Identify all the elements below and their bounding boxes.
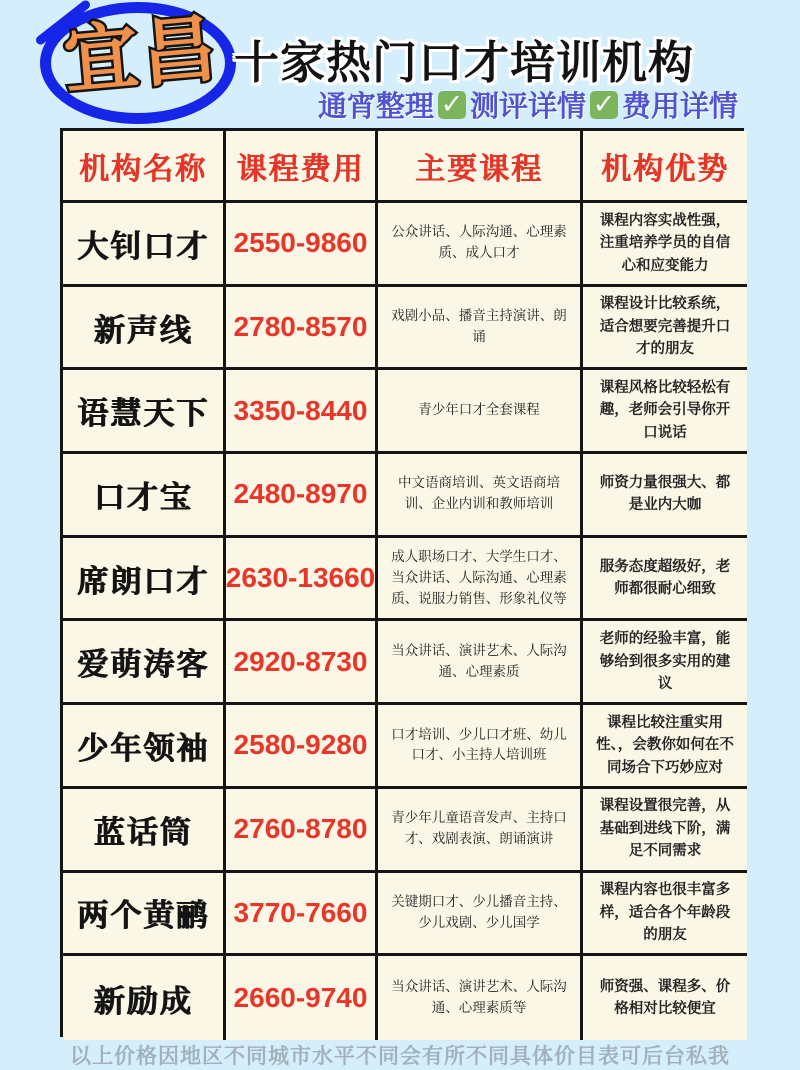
institution-advantage: 师资力量很强大、都是业内大咖 <box>583 454 747 538</box>
main-courses: 成人职场口才、大学生口才、当众讲话、人际沟通、心理素质、说服力销售、形象礼仪等 <box>378 538 583 622</box>
course-price: 2780-8570 <box>226 287 378 371</box>
institution-name: 蓝话筒 <box>63 789 226 873</box>
course-price: 2550-9860 <box>226 203 378 287</box>
course-price: 2630-13660 <box>226 538 378 622</box>
checkmark-icon: ✓ <box>590 91 618 119</box>
main-courses: 口才培训、少儿口才班、幼儿口才、小主持人培训班 <box>378 705 583 789</box>
institution-name: 口才宝 <box>63 454 226 538</box>
main-courses: 中文语商培训、英文语商培训、企业内训和教师培训 <box>378 454 583 538</box>
institution-advantage: 课程内容也很丰富多样，适合各个年龄段的朋友 <box>583 873 747 957</box>
institution-advantage: 课程设计比较系统，适合想要完善提升口才的朋友 <box>583 287 747 371</box>
course-price: 2660-9740 <box>226 956 378 1040</box>
institution-advantage: 课程内容实战性强，注重培养学员的自信心和应变能力 <box>583 203 747 287</box>
subtitle-part-3: 费用详情 <box>621 91 738 123</box>
main-courses: 青少年儿童语音发声、主持口才、戏剧表演、朗诵演讲 <box>378 789 583 873</box>
course-price: 3350-8440 <box>226 370 378 454</box>
course-price: 2760-8780 <box>226 789 378 873</box>
institutions-table <box>60 128 744 1037</box>
checkmark-icon: ✓ <box>438 91 466 119</box>
column-header-advantage: 机构优势 <box>583 131 747 203</box>
course-price: 2580-9280 <box>226 705 378 789</box>
institution-name: 爱萌涛客 <box>63 621 226 705</box>
course-price: 2920-8730 <box>226 621 378 705</box>
main-courses: 关键期口才、少儿播音主持、少儿戏剧、少儿国学 <box>378 873 583 957</box>
institution-name: 少年领袖 <box>63 705 226 789</box>
subtitle-part-2: 测评详情 <box>469 91 586 123</box>
institution-name: 新声线 <box>63 287 226 371</box>
course-price: 3770-7660 <box>226 873 378 957</box>
course-price: 2480-8970 <box>226 454 378 538</box>
page-title: 十家热门口才培训机构 <box>234 37 695 88</box>
institution-advantage: 课程风格比较轻松有趣，老师会引导你开口说话 <box>583 370 747 454</box>
footer-disclaimer: 以上价格因地区不同城市水平不同会有所不同具体价目表可后台私我 <box>70 1045 730 1068</box>
institution-advantage: 老师的经验丰富，能够给到很多实用的建议 <box>583 621 747 705</box>
institution-advantage: 课程设置很完善，从基础到进线下阶，满足不同需求 <box>583 789 747 873</box>
main-courses: 公众讲话、人际沟通、心理素质、成人口才 <box>378 203 583 287</box>
main-courses: 戏剧小品、播音主持演讲、朗诵 <box>378 287 583 371</box>
subtitle <box>318 84 738 125</box>
institution-name: 语慧天下 <box>63 370 226 454</box>
institution-name: 大钊口才 <box>63 203 226 287</box>
institution-name: 两个黄鹂 <box>63 873 226 957</box>
poster-header <box>0 0 800 128</box>
institution-name: 新励成 <box>63 956 226 1040</box>
column-header-name: 机构名称 <box>63 131 226 203</box>
main-courses: 当众讲话、演讲艺术、人际沟通、心理素质 <box>378 621 583 705</box>
main-courses: 当众讲话、演讲艺术、人际沟通、心理素质等 <box>378 956 583 1040</box>
city-badge: 宜昌 <box>60 6 224 103</box>
column-header-courses: 主要课程 <box>378 131 583 203</box>
subtitle-part-1: 通宵整理 <box>317 91 434 123</box>
institution-advantage: 师资强、课程多、价格相对比较便宜 <box>583 956 747 1040</box>
institution-advantage: 服务态度超级好，老师都很耐心细致 <box>583 538 747 622</box>
column-header-price: 课程费用 <box>226 131 378 203</box>
main-courses: 青少年口才全套课程 <box>378 370 583 454</box>
institution-advantage: 课程比较注重实用性、，会教你如何在不同场合下巧妙应对 <box>583 705 747 789</box>
institution-name: 席朗口才 <box>63 538 226 622</box>
